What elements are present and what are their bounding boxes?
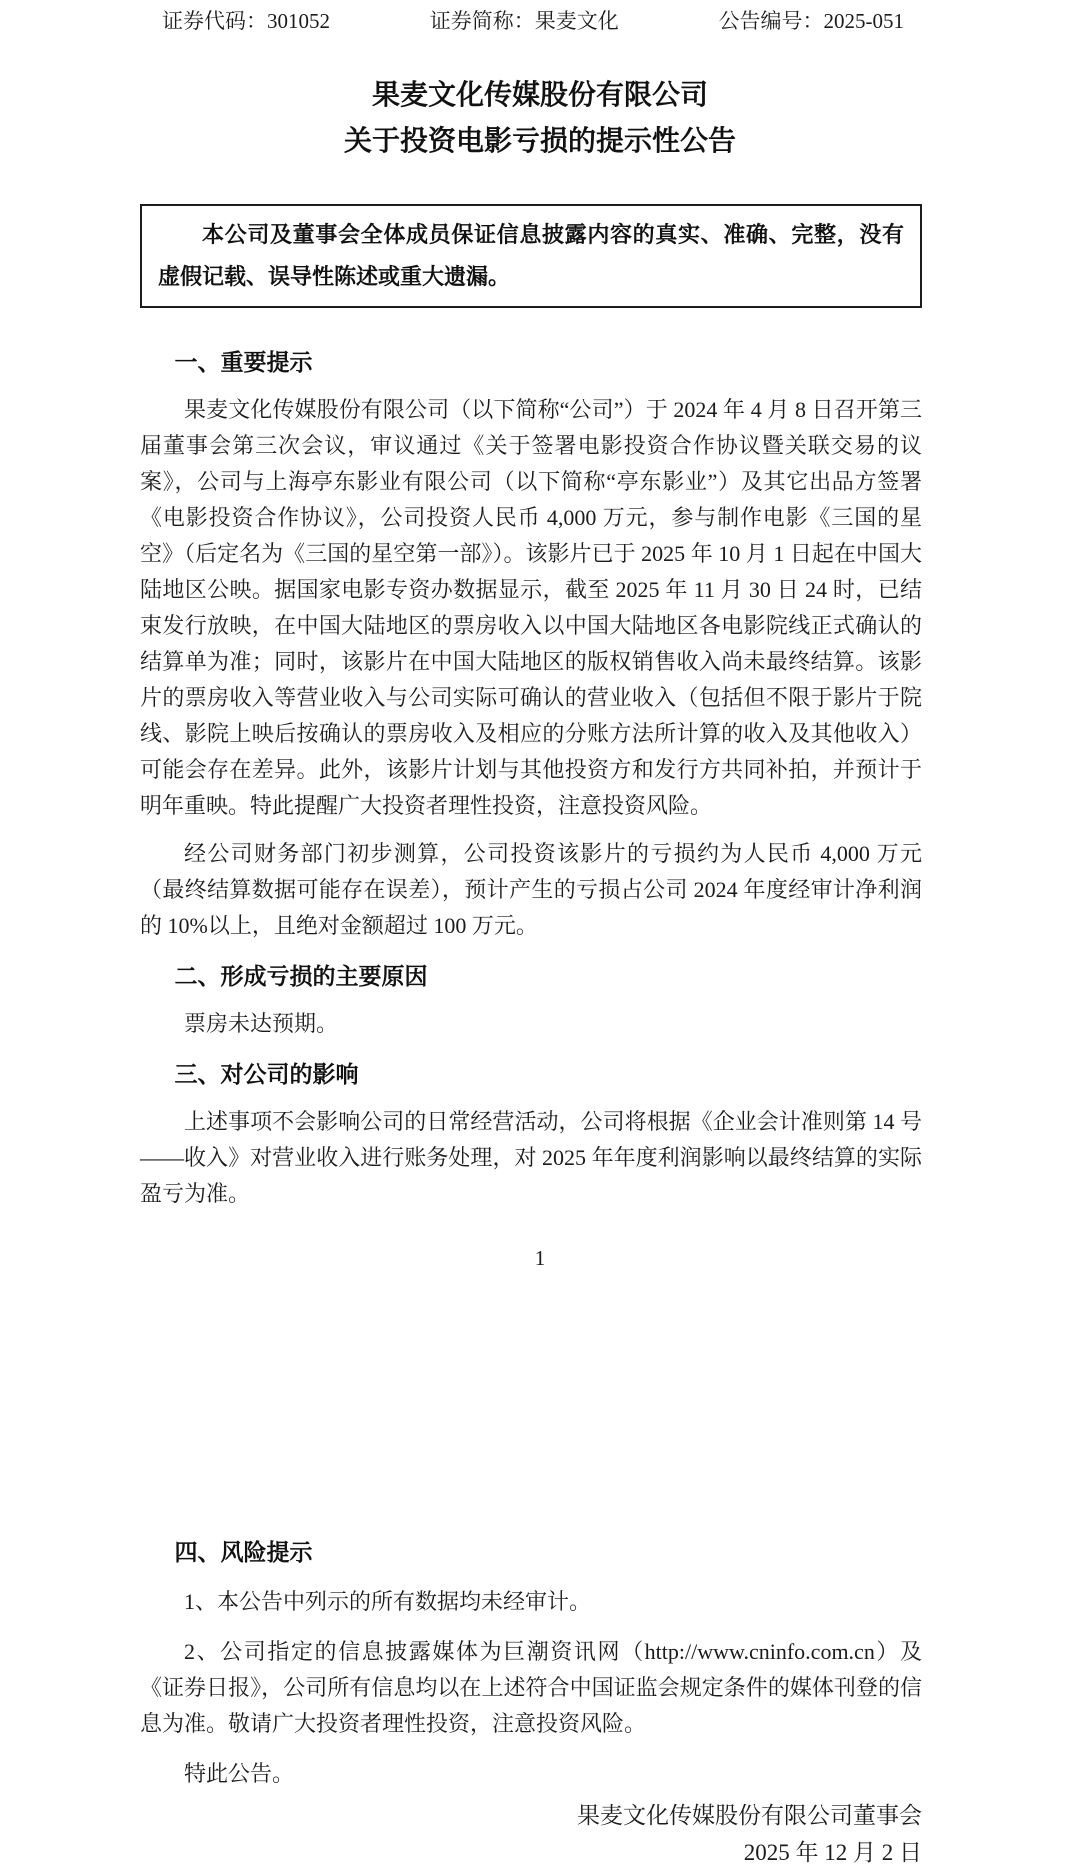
company-name-title: 果麦文化传媒股份有限公司 <box>371 79 708 110</box>
stock-code-label: 证券代码：301052 <box>162 9 330 33</box>
page2-content <box>0 1534 1080 1870</box>
page-number: 1 <box>534 1246 546 1270</box>
announcement-number-label: 公告编号：2025-051 <box>718 9 904 33</box>
disclaimer-text: 本公司及董事会全体成员保证信息披露内容的真实、准确、完整，没有虚假记载、误导性陈述或重大遗漏。 <box>158 222 904 289</box>
paragraph: 特此公告。 <box>184 1761 295 1786</box>
paragraph: 票房未达预期。 <box>184 1011 339 1036</box>
paragraph: 2、公司指定的信息披露媒体为巨潮资讯网（http://www.cninfo.com.cn）及《证券日报》，公司所有信息均以在上述符合中国证监会规定条件的媒体刊登的信息为准。敬请广大投资者理性投资，注意投资风险。 <box>140 1639 922 1736</box>
disclaimer-box <box>140 204 922 308</box>
paragraph: 上述事项不会影响公司的日常经营活动，公司将根据《企业会计准则第 14 号——收入》对营业收入进行账务处理，对 2025 年年度利润影响以最终结算的实际盈亏为准。 <box>140 1109 922 1206</box>
title-block <box>0 72 1080 164</box>
section-heading-company-impact: 三、对公司的影响 <box>174 1061 359 1087</box>
page-title: 关于投资电影亏损的提示性公告 <box>343 125 736 156</box>
doc-header <box>162 6 904 36</box>
date: 2025 年 12 月 2 日 <box>743 1840 922 1865</box>
paragraph: 1、本公告中列示的所有数据均未经审计。 <box>184 1589 592 1614</box>
section-heading-loss-reason: 二、形成亏损的主要原因 <box>174 963 428 989</box>
paragraph: 经公司财务部门初步测算，公司投资该影片的亏损约为人民币 4,000 万元（最终结算数据可能存在误差），预计产生的亏损占公司 2024 年度经审计净利润的 10%以上，且绝对金额超过 100 万元。 <box>140 841 922 938</box>
section-heading-risk-notice: 四、风险提示 <box>174 1539 313 1565</box>
stock-abbr-label: 证券简称：果麦文化 <box>429 9 619 33</box>
section-heading-important-notice: 一、重要提示 <box>174 349 313 375</box>
paragraph: 果麦文化传媒股份有限公司（以下简称“公司”）于 2024 年 4 月 8 日召开第三届董事会第三次会议，审议通过《关于签署电影投资合作协议暨关联交易的议案》，公司与上海亭东影业有限公司（以下简称“亭东影业”）及其它出品方签署《电影投资合作协议》，公司投资人民币 4,000 万元，参与制作电影《三国的星空》（后定名为《三国的星空第一部》）。该影片已于 2025 年 10 月 1 日起在中国大陆地区公映。据国家电影专资办数据显示，截至 2025 年 11 月 30 日 24 时，已结束发行放映，在中国大陆地区的票房收入以中国大陆地区各电影院线正式确认的结算单为准；同时，该影片在中国大陆地区的版权销售收入尚未最终结算。该影片的票房收入等营业收入与公司实际可确认的营业收入（包括但不限于影片于院线、影院上映后按确认的票房收入及相应的分账方法所计算的收入及其他收入）可能会存在差异。此外，该影片计划与其他投资方和发行方共同补拍，并预计于明年重映。特此提醒广大投资者理性投资，注意投资风险。 <box>140 397 922 818</box>
page1-content <box>140 344 922 1212</box>
announcement-document <box>0 6 1080 1870</box>
signature: 果麦文化传媒股份有限公司董事会 <box>577 1803 922 1828</box>
